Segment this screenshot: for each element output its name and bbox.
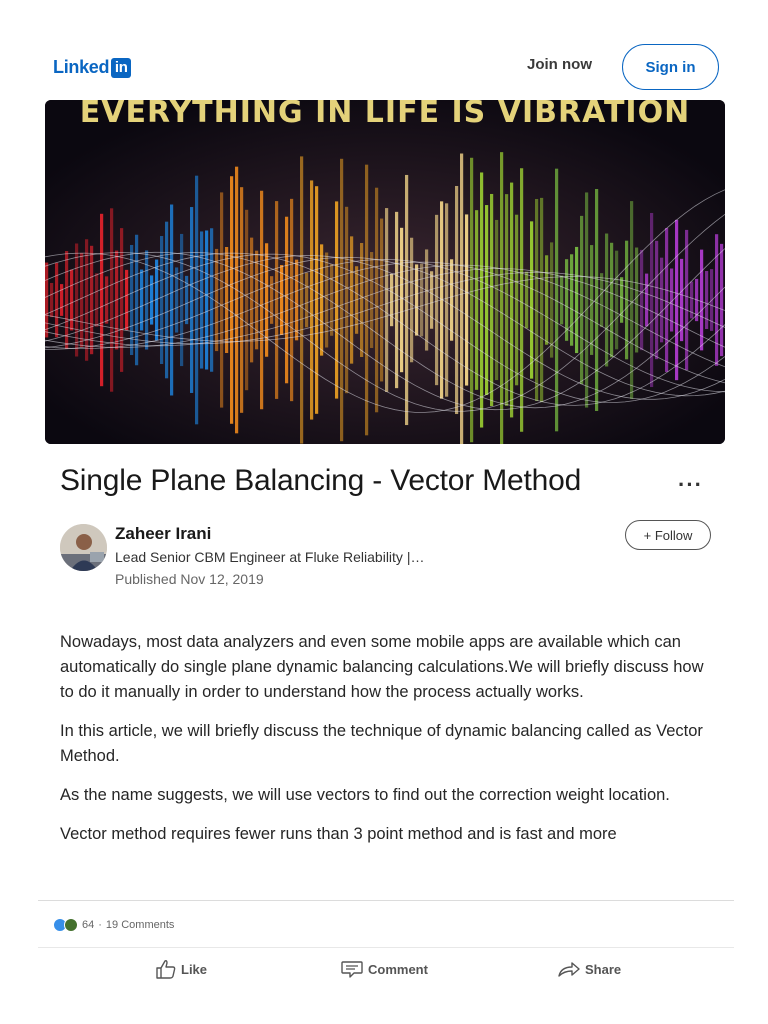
share-button[interactable]	[557, 959, 621, 979]
spectrum-bar	[455, 186, 458, 414]
spectrum-bar	[140, 270, 143, 331]
share-arrow-icon	[557, 959, 581, 979]
spectrum-bar	[120, 228, 123, 372]
spectrum-bar	[285, 217, 288, 384]
spectrum-bar	[415, 264, 418, 335]
article-paragraph: As the name suggests, we will use vectors to find out the correction weight location.	[60, 786, 670, 804]
spectrum-bar	[535, 199, 538, 401]
spectrum-bar	[585, 192, 588, 407]
banner-text: EVERYTHING IN LIFE IS VIBRATION	[79, 100, 691, 130]
spectrum-bar	[305, 273, 308, 328]
spectrum-bar	[210, 228, 213, 371]
spectrum-bar	[335, 201, 338, 398]
divider	[38, 947, 734, 948]
author-card	[60, 522, 712, 592]
spectrum-bar	[540, 198, 543, 402]
comment-count[interactable]: 19 Comments	[105, 919, 175, 931]
spectrum-bar	[665, 228, 668, 372]
spectrum-bar	[205, 230, 208, 369]
spectrum-bar	[610, 243, 613, 357]
spectrum-bar	[605, 234, 608, 367]
spectrum-bar	[445, 203, 448, 396]
follow-button[interactable]: + Follow	[625, 520, 711, 550]
spectrum-bar	[705, 271, 708, 329]
comment-label: Comment	[368, 961, 428, 977]
logo-in-box: in	[111, 58, 131, 78]
published-date: Published Nov 12, 2019	[115, 571, 264, 587]
sign-in-button[interactable]: Sign in	[622, 44, 719, 90]
spectrum-bar	[375, 188, 378, 413]
author-name[interactable]: Zaheer Irani	[115, 524, 212, 543]
spectrum-bar	[85, 239, 88, 361]
spectrum-bar	[260, 191, 263, 409]
spectrum-bar	[675, 220, 678, 380]
spectrum-bar	[95, 273, 98, 326]
spectrum-bar	[460, 154, 463, 444]
title-row	[60, 464, 710, 498]
spectrum-bar	[715, 234, 718, 366]
thumbs-up-icon	[155, 959, 177, 979]
spectrum-bar	[90, 246, 93, 354]
spectrum-bar	[165, 222, 168, 379]
more-options-icon[interactable]: ···	[678, 472, 703, 497]
spectrum-bar	[450, 259, 453, 340]
spectrum-bar	[240, 187, 243, 413]
spectrum-bar	[630, 201, 633, 399]
spectrum-bar	[485, 205, 488, 395]
spectrum-bar	[465, 214, 468, 385]
spectrum-bar	[230, 176, 233, 424]
vibration-artwork	[45, 100, 725, 444]
spectrum-bar	[530, 221, 533, 378]
spectrum-bar	[245, 210, 248, 390]
logo-text: Linked	[53, 57, 110, 77]
linkedin-logo[interactable]	[53, 57, 131, 78]
spectrum-bar	[500, 152, 503, 444]
spectrum-bar	[225, 247, 228, 353]
spectrum-bar	[215, 249, 218, 351]
spectrum-bar	[545, 255, 548, 344]
celebrate-reaction-icon	[64, 918, 78, 932]
article-body	[60, 630, 710, 861]
spectrum-bar	[505, 194, 508, 406]
social-counts[interactable]	[53, 918, 174, 932]
spectrum-bar	[640, 250, 643, 350]
spectrum-bar	[135, 235, 138, 366]
spectrum-bar	[275, 201, 278, 399]
spectrum-bar	[330, 264, 333, 335]
spectrum-bar	[645, 274, 648, 327]
spectrum-bar	[100, 214, 103, 386]
count-separator: ·	[98, 919, 102, 931]
join-now-link[interactable]: Join now	[527, 56, 592, 73]
like-label: Like	[181, 961, 208, 977]
spectrum-bar	[70, 270, 73, 331]
spectrum-bar	[300, 156, 303, 443]
author-headline: Lead Senior CBM Engineer at Fluke Reliability |…	[115, 549, 425, 565]
spectrum-bar	[520, 168, 523, 432]
spectrum-bar	[340, 159, 343, 441]
spectrum-bar	[190, 207, 193, 393]
spectrum-bar	[470, 158, 473, 442]
spectrum-bar	[65, 251, 68, 349]
spectrum-bar	[475, 210, 478, 390]
spectrum-bar	[200, 231, 203, 368]
spectrum-bar	[170, 205, 173, 396]
page-title: Single Plane Balancing - Vector Method	[60, 464, 582, 497]
spectrum-bar	[360, 243, 363, 357]
spectrum-bar	[550, 242, 553, 357]
cover-image	[45, 100, 725, 444]
spectrum-bar	[510, 183, 513, 418]
social-bar	[38, 900, 734, 992]
comment-icon	[340, 959, 364, 979]
spectrum-bar	[235, 167, 238, 434]
spectrum-bar	[280, 265, 283, 335]
share-label: Share	[585, 961, 622, 977]
spectrum-bar	[410, 238, 413, 363]
spectrum-bar	[425, 249, 428, 350]
spectrum-bar	[45, 263, 48, 338]
spectrum-bar	[560, 276, 563, 325]
spectrum-bar	[435, 215, 438, 385]
spectrum-bar	[295, 260, 298, 341]
spectrum-bar	[420, 264, 423, 337]
spectrum-bar	[60, 284, 63, 316]
avatar[interactable]	[60, 524, 107, 571]
spectrum-bar	[105, 276, 108, 323]
top-bar	[38, 33, 734, 100]
article-paragraph: Vector method requires fewer runs than 3 point method and is fast and more	[60, 825, 617, 843]
spectrum-bar	[150, 275, 153, 324]
spectrum-bar	[720, 244, 723, 356]
spectrum-bar	[580, 216, 583, 384]
spectrum-bar	[310, 180, 313, 419]
spectrum-bar	[655, 241, 658, 359]
spectrum-bar	[390, 274, 393, 326]
spectrum-bar	[650, 213, 653, 387]
spectrum-bar	[110, 208, 113, 391]
spectrum-bar	[600, 273, 603, 327]
spectrum-bar	[345, 207, 348, 393]
spectrum-bar	[255, 251, 258, 350]
comment-button[interactable]	[340, 959, 428, 979]
spectrum-bar	[430, 271, 433, 329]
article-paragraph: Nowadays, most data analyzers and even some mobile apps are available which can automatically do single plane dynamic balancing calculations.We will briefly discuss how to do it manually in order to understand how the process actually works.	[60, 633, 704, 701]
spectrum-bar	[575, 247, 578, 353]
spectrum-bar	[385, 208, 388, 392]
spectrum-bar	[495, 220, 498, 380]
article-paragraph: In this article, we will briefly discuss the technique of dynamic balancing called as Vector Method.	[60, 722, 703, 765]
like-button[interactable]	[155, 959, 207, 979]
spectrum-bar	[490, 194, 493, 406]
spectrum-bar	[380, 219, 383, 382]
spectrum-bar	[220, 192, 223, 407]
reaction-count: 64	[82, 919, 95, 931]
